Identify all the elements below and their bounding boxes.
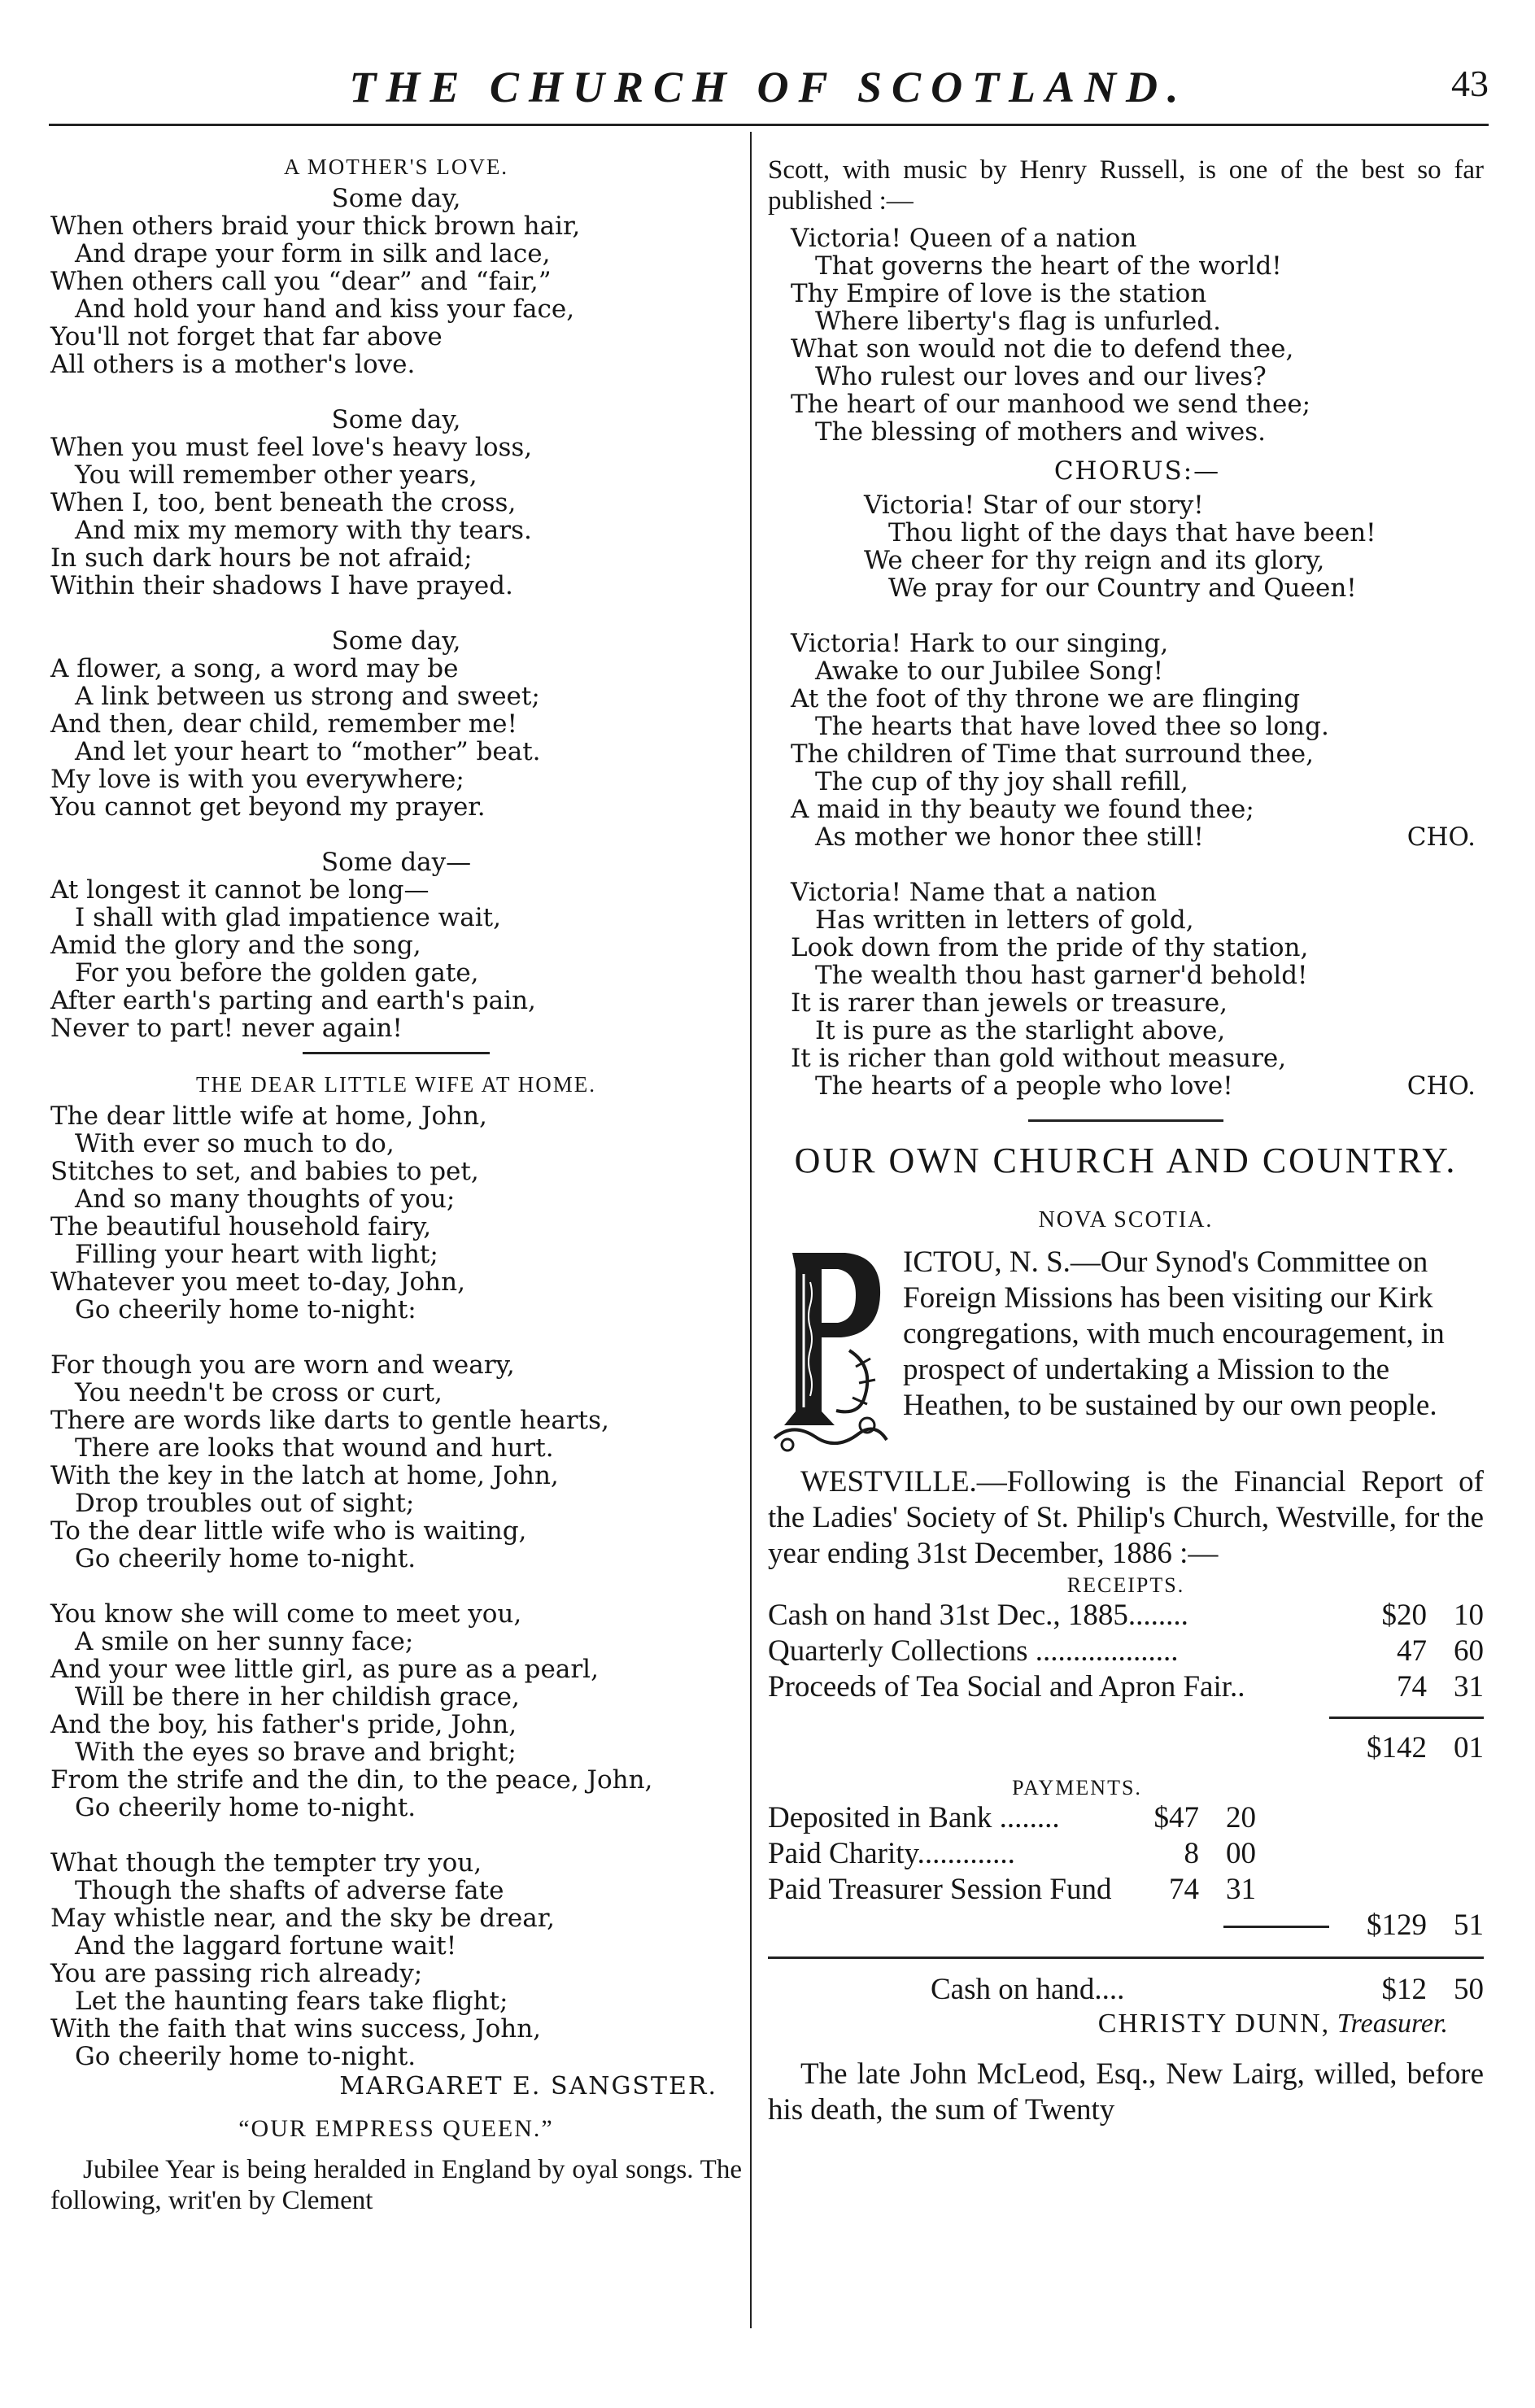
poem-line: I shall with glad impatience wait, bbox=[75, 903, 501, 932]
poem-line: Awake to our Jubilee Song! bbox=[815, 657, 1164, 686]
poem-line: And the laggard fortune wait! bbox=[75, 1931, 457, 1961]
section-rule bbox=[1028, 1119, 1223, 1122]
column-divider bbox=[750, 132, 752, 2328]
poem-line: And mix my memory with thy tears. bbox=[75, 516, 532, 545]
receipt-dollars: $20 bbox=[1381, 1599, 1427, 1632]
poem-line: With ever so much to do, bbox=[75, 1129, 395, 1158]
poem-line: Victoria! Queen of a nation bbox=[791, 224, 1137, 253]
poem-line: You know she will come to meet you, bbox=[50, 1599, 522, 1629]
poem-line: For you before the golden gate, bbox=[75, 958, 479, 988]
poem-line: It is richer than gold without measure, bbox=[791, 1044, 1287, 1073]
poem-line-with-cho bbox=[791, 1072, 1484, 1100]
poem-line: A link between us strong and sweet; bbox=[75, 682, 540, 711]
poem-line: Some day, bbox=[331, 626, 461, 656]
left-column bbox=[50, 155, 742, 2216]
payment-row bbox=[768, 1800, 1256, 1836]
stanza bbox=[791, 225, 1484, 446]
poem-line: The wealth thou hast garner'd behold! bbox=[815, 961, 1308, 990]
payment-label: Deposited in Bank ........ bbox=[768, 1801, 1060, 1834]
westville-lead: WESTVILLE. bbox=[800, 1465, 977, 1498]
poem-line-text: As mother we honor thee still! bbox=[815, 822, 1204, 852]
ornamental-initial-p-icon bbox=[768, 1245, 890, 1456]
receipts-total-cents: 01 bbox=[1454, 1731, 1484, 1765]
receipt-label: Cash on hand 31st Dec., 1885........ bbox=[768, 1599, 1188, 1632]
poem-author: MARGARET E. SANGSTER. bbox=[339, 2072, 717, 2100]
poem-victoria bbox=[791, 225, 1484, 1100]
poem-line: Filling your heart with light; bbox=[75, 1240, 438, 1269]
poem-line: At longest it cannot be long— bbox=[50, 875, 430, 905]
poem-line: The cup of thy joy shall refill, bbox=[815, 767, 1188, 796]
stanza bbox=[50, 406, 742, 600]
cho-mark: CHO. bbox=[1406, 822, 1476, 852]
poem-line: You cannot get beyond my prayer. bbox=[50, 792, 486, 822]
cash-rule bbox=[768, 1956, 1484, 1959]
payment-row bbox=[768, 1836, 1256, 1872]
poem-line: What though the tempter try you, bbox=[50, 1848, 482, 1878]
poem-line: The heart of our manhood we send thee; bbox=[791, 390, 1311, 419]
receipt-dollars: 47 bbox=[1397, 1634, 1427, 1668]
payment-dollars: $47 bbox=[1153, 1801, 1199, 1834]
section-rule bbox=[303, 1052, 490, 1054]
running-head bbox=[49, 50, 1489, 124]
poem-line: All others is a mother's love. bbox=[50, 350, 416, 379]
receipts-total-row bbox=[768, 1730, 1484, 1766]
poem-line: Victoria! Name that a nation bbox=[791, 878, 1157, 907]
cash-on-hand-label: Cash on hand.... bbox=[931, 1973, 1125, 2006]
poem-line: Though the shafts of adverse fate bbox=[75, 1876, 504, 1905]
poem-line: Look down from the pride of thy station, bbox=[791, 933, 1309, 962]
page-number: 43 bbox=[1451, 63, 1489, 104]
poem-line: To the dear little wife who is waiting, bbox=[50, 1516, 527, 1546]
poem-line: It is pure as the starlight above, bbox=[815, 1016, 1226, 1045]
westville-paragraph bbox=[768, 1464, 1484, 1572]
treasurer-signature bbox=[768, 2008, 1484, 2040]
poem-line: The beautiful household fairy, bbox=[50, 1212, 432, 1241]
payments-total-row bbox=[768, 1908, 1484, 1943]
poem-line: That governs the heart of the world! bbox=[815, 251, 1282, 281]
receipt-dollars: 74 bbox=[1397, 1670, 1427, 1703]
payment-cents: 31 bbox=[1226, 1873, 1256, 1906]
right-column bbox=[768, 155, 1484, 2128]
poem-line: We pray for our Country and Queen! bbox=[888, 574, 1357, 603]
stanza bbox=[50, 1102, 742, 1324]
poem-line: Within their shadows I have prayed. bbox=[50, 571, 513, 600]
receipt-label: Proceeds of Tea Social and Apron Fair.. bbox=[768, 1670, 1245, 1703]
cho-mark: CHO. bbox=[1406, 1071, 1476, 1101]
poem-line: May whistle near, and the sky be drear, bbox=[50, 1904, 556, 1933]
receipt-cents: 60 bbox=[1454, 1634, 1484, 1668]
poem-line: And then, dear child, remember me! bbox=[50, 709, 517, 739]
poem-line: Go cheerily home to-night. bbox=[75, 2042, 416, 2071]
receipt-cents: 10 bbox=[1454, 1599, 1484, 1632]
receipt-cents: 31 bbox=[1454, 1670, 1484, 1703]
poem-line: The blessing of mothers and wives. bbox=[815, 417, 1266, 447]
poem-line: From the strife and the din, to the peace, John, bbox=[50, 1765, 653, 1795]
poem-line: Never to part! never again! bbox=[50, 1014, 403, 1043]
poem-line: There are looks that wound and hurt. bbox=[75, 1433, 554, 1463]
payments-total-cents: 51 bbox=[1454, 1909, 1484, 1942]
pictou-paragraph bbox=[768, 1245, 1484, 1456]
queen-song-heading: “OUR EMPRESS QUEEN.” bbox=[238, 2115, 554, 2142]
poem-line: A smile on her sunny face; bbox=[75, 1627, 414, 1656]
westville-text: —Following is the Financial Report of the Ladies' Society of St. Philip's Church, Westville, for the year ending 31st December, 1886 :— bbox=[768, 1465, 1484, 1570]
poem-line: Victoria! Hark to our singing, bbox=[791, 629, 1169, 658]
stanza bbox=[50, 1849, 742, 2070]
poem-line: A maid in thy beauty we found thee; bbox=[791, 795, 1254, 824]
poem-line: You needn't be cross or curt, bbox=[75, 1378, 443, 1407]
poem-line: Amid the glory and the song, bbox=[50, 931, 421, 960]
poem-line: There are words like darts to gentle hearts, bbox=[50, 1406, 609, 1435]
poem-line: And your wee little girl, as pure as a pearl, bbox=[50, 1655, 599, 1684]
poem-line: Thy Empire of love is the station bbox=[791, 279, 1207, 308]
poem-line: And hold your hand and kiss your face, bbox=[75, 294, 575, 324]
payment-row bbox=[768, 1872, 1256, 1908]
poem-line: Go cheerily home to-night. bbox=[75, 1793, 416, 1822]
poem-line: After earth's parting and earth's pain, bbox=[50, 986, 536, 1015]
poem-line: My love is with you everywhere; bbox=[50, 765, 464, 794]
poem-line: With the eyes so brave and bright; bbox=[75, 1738, 517, 1767]
poem-line: The hearts that have loved thee so long. bbox=[815, 712, 1329, 741]
payment-cents: 00 bbox=[1226, 1837, 1256, 1870]
payment-label: Paid Charity............. bbox=[768, 1837, 1015, 1870]
receipts-total-rule bbox=[1329, 1717, 1484, 1719]
receipt-row bbox=[768, 1634, 1484, 1669]
running-title: THE CHURCH OF SCOTLAND. bbox=[349, 63, 1188, 111]
poem-line: In such dark hours be not afraid; bbox=[50, 543, 473, 573]
poem-title-dear-little-wife: THE DEAR LITTLE WIFE AT HOME. bbox=[196, 1072, 596, 1097]
poem-mothers-love bbox=[50, 185, 742, 1042]
poem-line: You will remember other years, bbox=[75, 460, 478, 490]
poem-line: At the foot of thy throne we are flinging bbox=[791, 684, 1301, 713]
stanza bbox=[50, 185, 742, 378]
poem-line-text: The hearts of a people who love! bbox=[815, 1071, 1233, 1101]
cash-on-hand-row bbox=[768, 1972, 1484, 2008]
stanza bbox=[50, 1600, 742, 1821]
receipt-label: Quarterly Collections ................... bbox=[768, 1634, 1179, 1668]
poem-line: You are passing rich already; bbox=[50, 1959, 423, 1988]
cash-on-hand-dollars: $12 bbox=[1381, 1973, 1427, 2006]
poem-line: For though you are worn and weary, bbox=[50, 1350, 515, 1380]
chorus bbox=[864, 491, 1484, 602]
poem-line: Some day, bbox=[331, 184, 461, 213]
poem-line: Where liberty's flag is unfurled. bbox=[815, 307, 1221, 336]
poem-line: Some day— bbox=[321, 848, 472, 877]
poem-line: A flower, a song, a word may be bbox=[50, 654, 459, 683]
receipt-row bbox=[768, 1598, 1484, 1634]
poem-line: Go cheerily home to-night. bbox=[75, 1544, 416, 1573]
poem-line: You'll not forget that far above bbox=[50, 322, 443, 351]
poem-line: And let your heart to “mother” beat. bbox=[75, 737, 541, 766]
section-heading: OUR OWN CHURCH AND COUNTRY. bbox=[794, 1141, 1458, 1180]
poem-line: Who rulest our loves and our lives? bbox=[815, 362, 1267, 391]
chorus-label: CHORUS:— bbox=[1053, 456, 1221, 486]
poem-line: The children of Time that surround thee, bbox=[791, 739, 1314, 769]
cash-on-hand-cents: 50 bbox=[1454, 1973, 1484, 2006]
stanza bbox=[50, 848, 742, 1042]
poem-line: With the faith that wins success, John, bbox=[50, 2014, 542, 2044]
poem-line: With the key in the latch at home, John, bbox=[50, 1461, 559, 1490]
poem-line: Has written in letters of gold, bbox=[815, 905, 1194, 935]
treasurer-role: Treasurer. bbox=[1337, 2009, 1448, 2039]
stanza bbox=[50, 1351, 742, 1573]
payments-total-rule bbox=[1223, 1926, 1329, 1928]
poem-line: When others braid your thick brown hair, bbox=[50, 212, 581, 241]
poem-line: Will be there in her childish grace, bbox=[75, 1682, 520, 1712]
poem-line: Drop troubles out of sight; bbox=[75, 1489, 415, 1518]
payments-label: PAYMENTS. bbox=[1012, 1776, 1142, 1799]
receipts-label: RECEIPTS. bbox=[1066, 1573, 1185, 1597]
payment-label: Paid Treasurer Session Fund bbox=[768, 1873, 1112, 1906]
poem-line: Let the haunting fears take flight; bbox=[75, 1987, 508, 2016]
stanza bbox=[791, 630, 1484, 851]
receipts-total-dollars: $142 bbox=[1367, 1731, 1427, 1765]
poem-line: Thou light of the days that have been! bbox=[888, 518, 1376, 547]
poem-line: And the boy, his father's pride, John, bbox=[50, 1710, 517, 1739]
poem-line: Stitches to set, and babies to pet, bbox=[50, 1157, 479, 1186]
closing-paragraph: The late John McLeod, Esq., New Lairg, willed, before his death, the sum of Twenty bbox=[768, 2057, 1484, 2127]
payments-table bbox=[768, 1800, 1484, 1943]
header-rule bbox=[49, 124, 1489, 126]
poem-line: Whatever you meet to-day, John, bbox=[50, 1267, 465, 1297]
payment-dollars: 8 bbox=[1184, 1837, 1199, 1870]
poem-line: We cheer for thy reign and its glory, bbox=[864, 546, 1325, 575]
payment-cents: 20 bbox=[1226, 1801, 1256, 1834]
subheading-nova-scotia: NOVA SCOTIA. bbox=[1038, 1207, 1214, 1232]
poem-line: It is rarer than jewels or treasure, bbox=[791, 988, 1228, 1018]
poem-line-with-cho bbox=[791, 823, 1484, 851]
poem-title-mothers-love: A MOTHER'S LOVE. bbox=[283, 155, 509, 179]
poem-line: And drape your form in silk and lace, bbox=[75, 239, 551, 268]
poem-line: The dear little wife at home, John, bbox=[50, 1101, 487, 1131]
poem-dear-little-wife bbox=[50, 1102, 742, 2070]
poem-line: Victoria! Star of our story! bbox=[864, 491, 1204, 520]
payment-dollars: 74 bbox=[1169, 1873, 1199, 1906]
receipt-row bbox=[768, 1669, 1484, 1705]
receipts-table bbox=[768, 1598, 1484, 1766]
stanza bbox=[50, 627, 742, 821]
poem-line: Some day, bbox=[331, 405, 461, 434]
treasurer-name: CHRISTY DUNN, bbox=[1097, 2009, 1331, 2039]
pictou-text: ICTOU, N. S.—Our Synod's Committee on Foreign Missions has been visiting our Kirk congregations, with much encouragement, in prospect of undertaking a Mission to the Heathen, to be sustained by our own people. bbox=[903, 1245, 1445, 1422]
queen-song-intro: Jubilee Year is being heralded in England by oyal songs. The following, writ'en by Clement bbox=[50, 2155, 742, 2215]
poem-line: What son would not die to defend thee, bbox=[791, 334, 1294, 364]
poem-line: When you must feel love's heavy loss, bbox=[50, 433, 533, 462]
payments-total-dollars: $129 bbox=[1367, 1909, 1427, 1942]
poem-line: When others call you “dear” and “fair,” bbox=[50, 267, 552, 296]
stanza bbox=[791, 879, 1484, 1100]
poem-line: When I, too, bent beneath the cross, bbox=[50, 488, 517, 517]
poem-line: Go cheerily home to-night: bbox=[75, 1295, 416, 1324]
poem-line: And so many thoughts of you; bbox=[75, 1184, 456, 1214]
queen-song-intro-continued: Scott, with music by Henry Russell, is one of the best so far published :— bbox=[768, 155, 1484, 216]
